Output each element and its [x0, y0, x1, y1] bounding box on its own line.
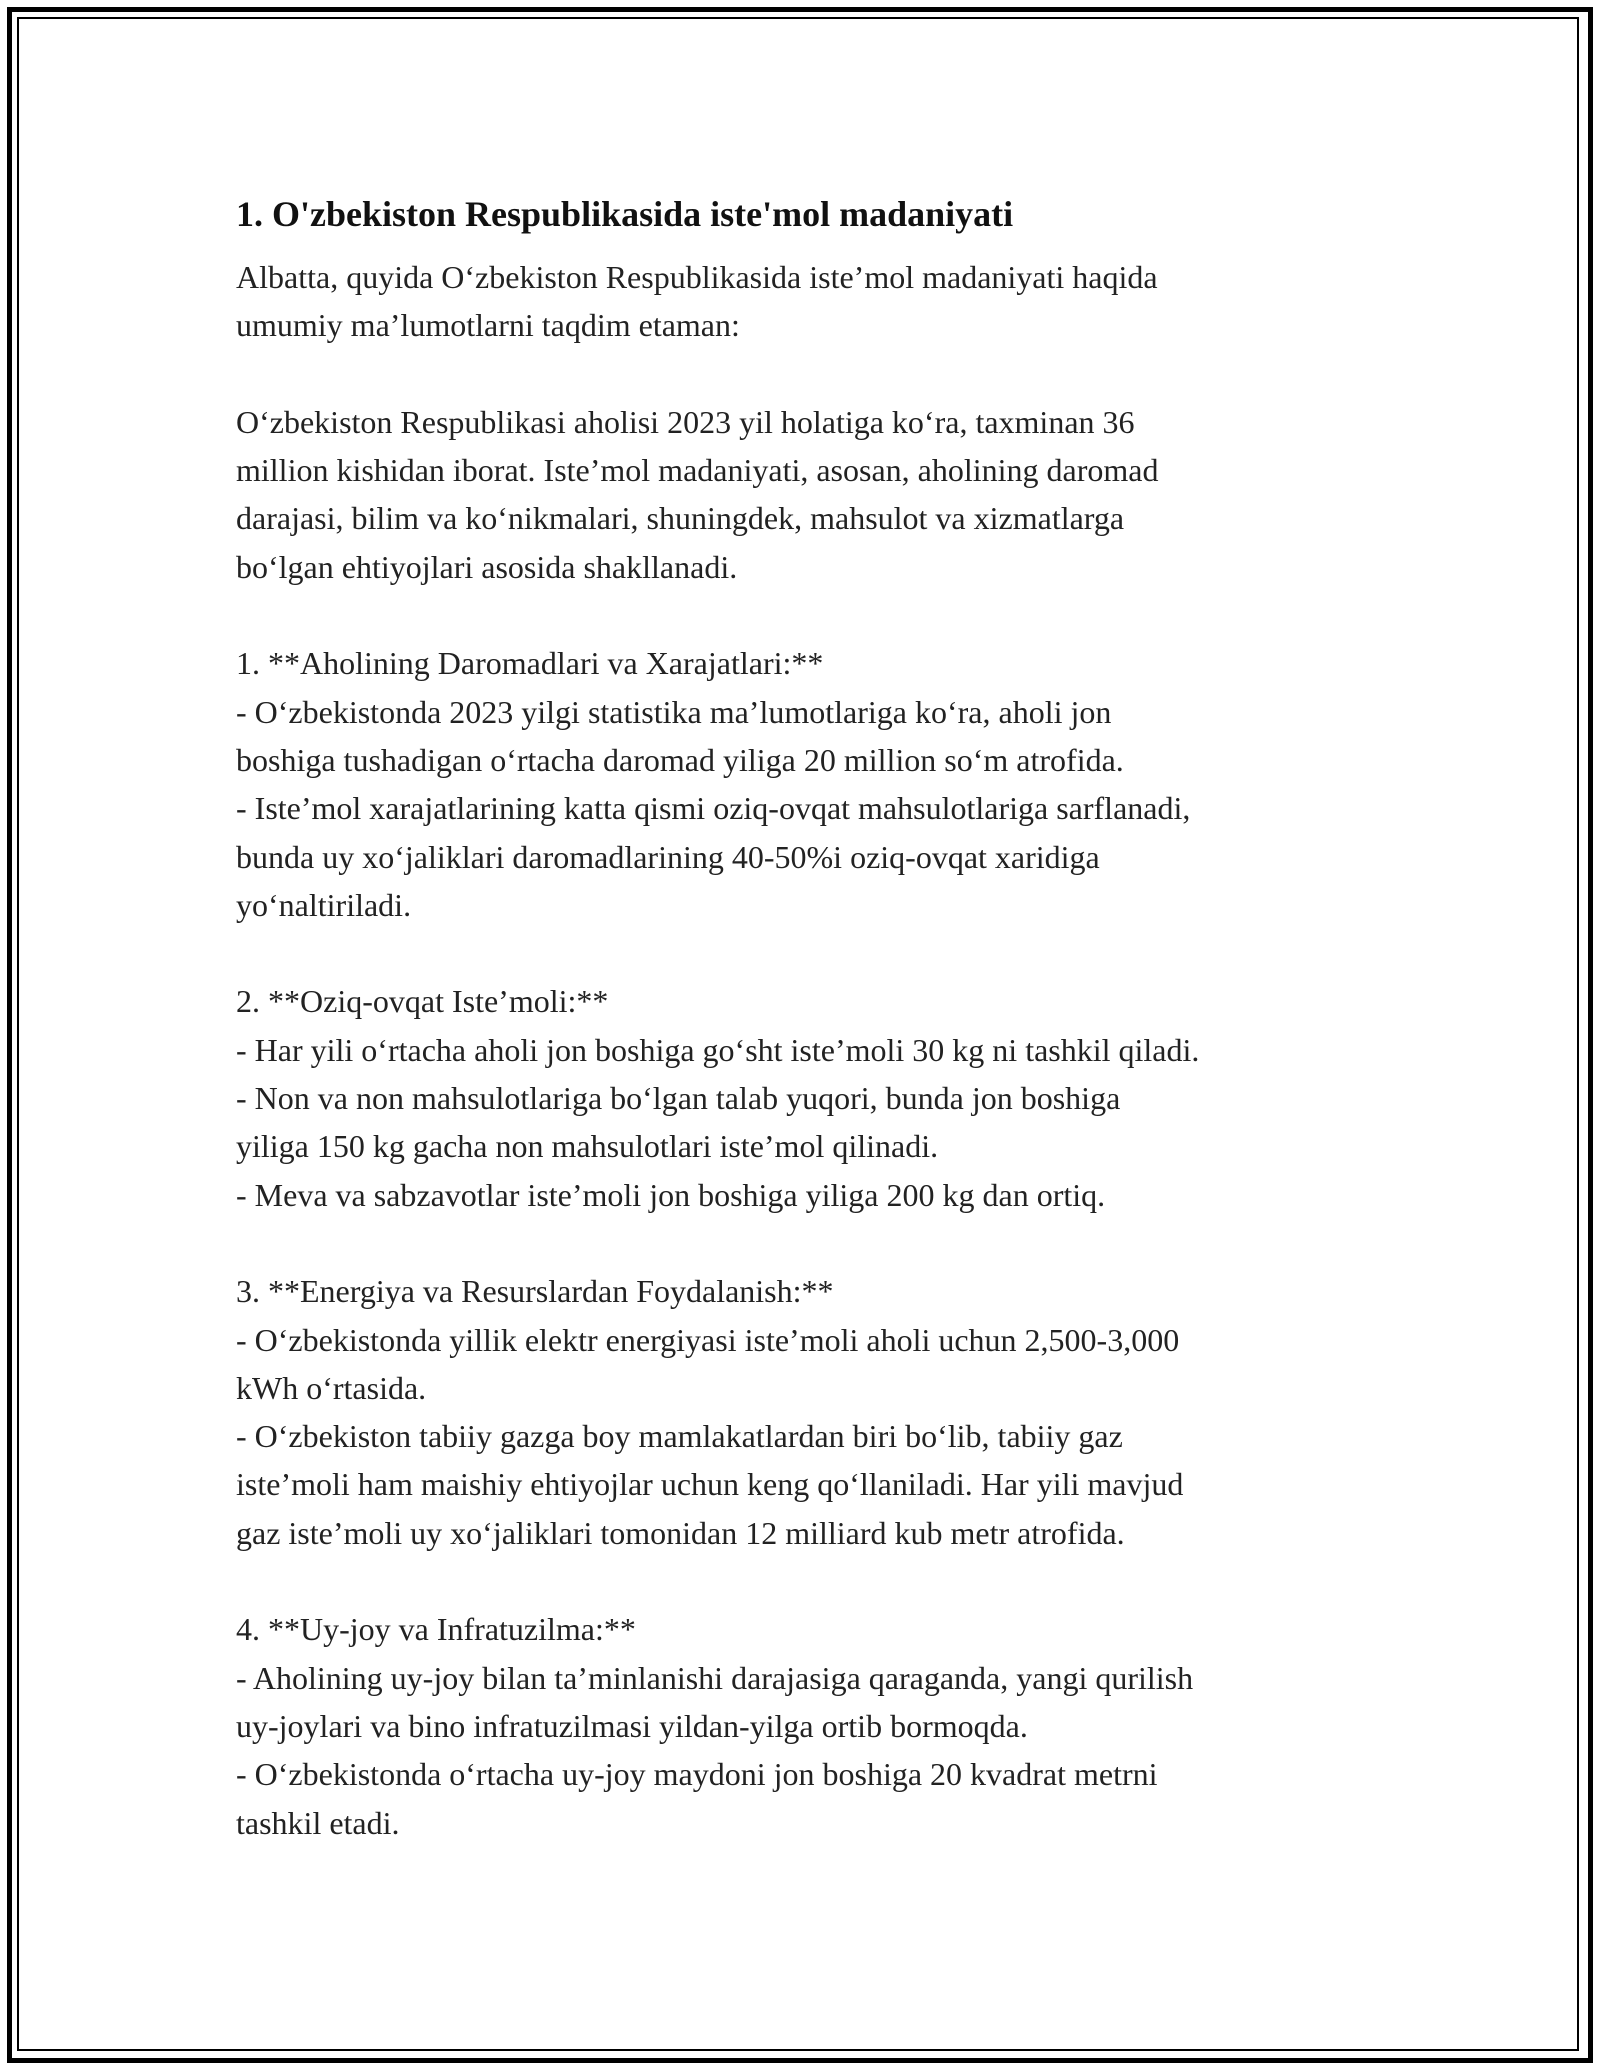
paragraph-gap	[236, 350, 1386, 398]
paragraph-gap	[236, 1219, 1386, 1267]
section-housing-infrastructure: 4. **Uy-joy va Infratuzilma:** - Aholining uy-joy bilan ta’minlanishi darajasiga qaraganda, yangi qurilish uy-joylari va bino infratuzilmasi yildan-yilga ortib bormoqda. - O‘zbekistonda o‘rtacha uy-joy maydoni jon boshiga 20 kvadrat metrni tashkil etadi.	[236, 1611, 1194, 1841]
section-food-consumption: 2. **Oziq-ovqat Iste’moli:** - Har yili o‘rtacha aholi jon boshiga go‘sht iste’moli 30 kg ni tashkil qiladi. - Non va non mahsulotlariga bo‘lgan talab yuqori, bunda jon boshiga yiliga 150 kg gacha non mahsulotlari iste’mol qilinadi. - Meva va sabzavotlar iste’moli jon boshiga yiliga 200 kg dan ortiq.	[236, 983, 1200, 1213]
section-income-expenses: 1. **Aholining Daromadlari va Xarajatlari:** - O‘zbekistonda 2023 yilgi statistika ma’lumotlariga ko‘ra, aholi jon boshiga tushadigan o‘rtacha daromad yiliga 20 million so‘m atrofida. - Iste’mol xarajatlarining katta qismi oziq-ovqat mahsulotlariga sarflanadi, bunda uy xo‘jaliklari daromadlarining 40-50%i oziq-ovqat xaridiga yo‘naltiriladi.	[236, 645, 1191, 923]
paragraph-gap	[236, 929, 1386, 977]
intro-paragraph: Albatta, quyida O‘zbekiston Respublikasida iste’mol madaniyati haqida umumiy ma’lumotlarni taqdim etaman:	[236, 259, 1158, 344]
paragraph-gap	[236, 591, 1386, 639]
document-title: 1. O'zbekiston Respublikasida iste'mol madaniyati	[236, 194, 1014, 234]
paragraph-gap	[236, 1557, 1386, 1605]
overview-paragraph: O‘zbekiston Respublikasi aholisi 2023 yil holatiga ko‘ra, taxminan 36 million kishidan iborat. Iste’mol madaniyati, asosan, aholining daromad darajasi, bilim va ko‘nikmalari, shuningdek, mahsulot va xizmatlarga bo‘lgan ehtiyojlari asosida shakllanadi.	[236, 403, 1159, 585]
section-energy-resources: 3. **Energiya va Resurslardan Foydalanish:** - O‘zbekistonda yillik elektr energiyasi iste’moli aholi uchun 2,500-3,000 kWh o‘rtasida. - O‘zbekiston tabiiy gazga boy mamlakatlardan biri bo‘lib, tabiiy gaz iste’moli ham maishiy ehtiyojlar uchun keng qo‘llaniladi. Har yili mavjud gaz iste’moli uy xo‘jaliklari tomonidan 12 milliard kub metr atrofida.	[236, 1273, 1184, 1551]
document-body	[236, 187, 1386, 1847]
